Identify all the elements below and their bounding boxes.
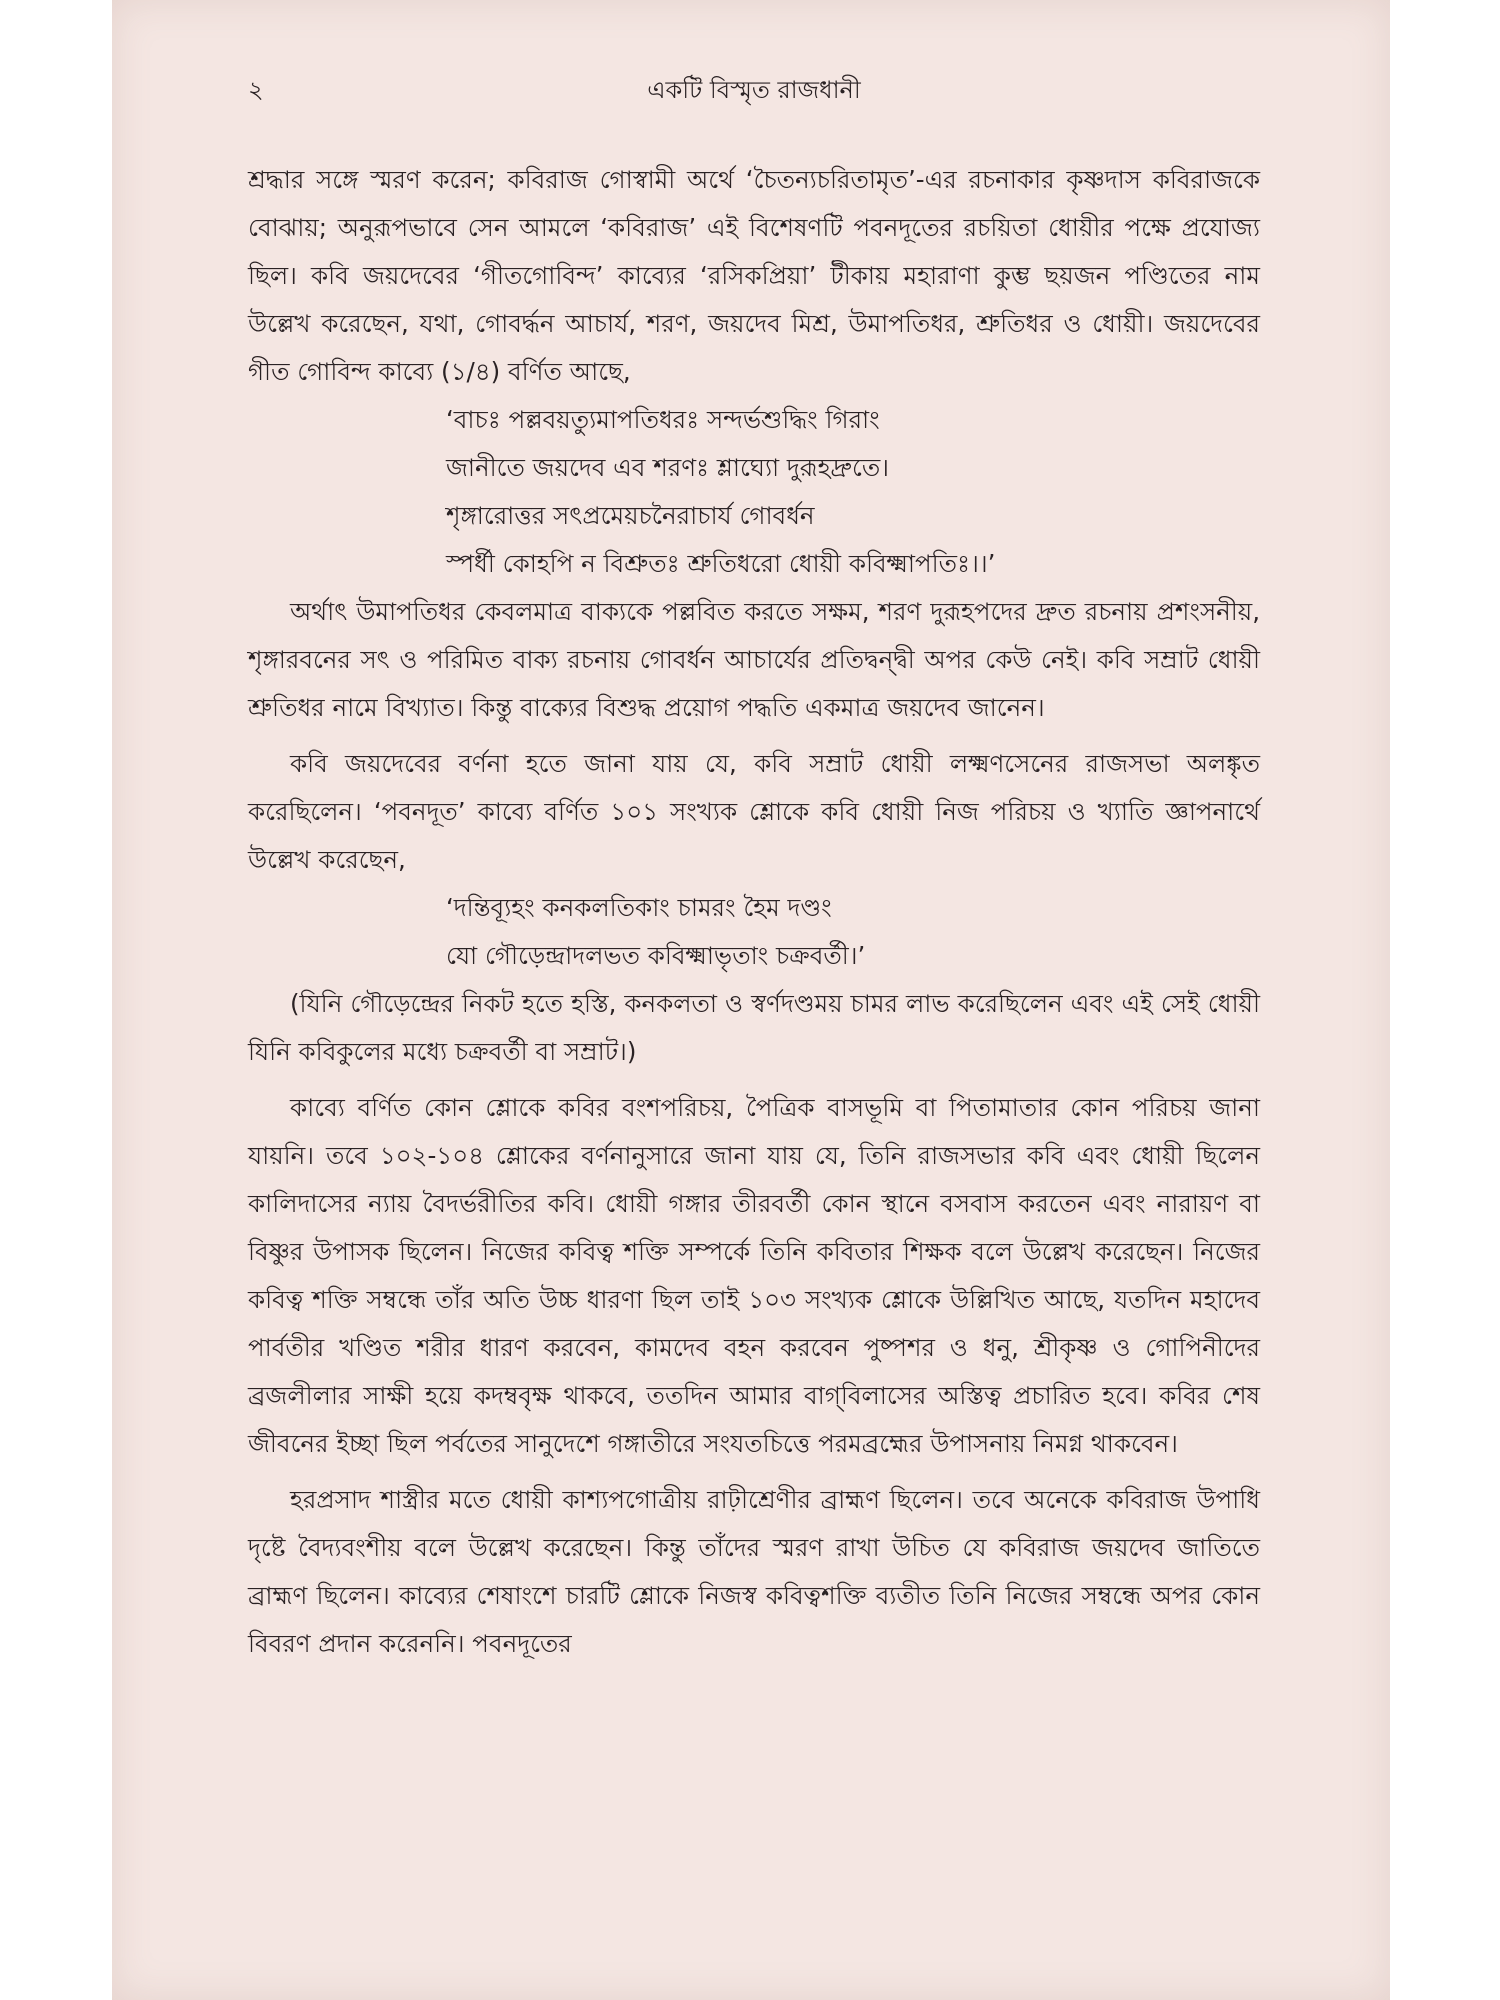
verse-block-2	[248, 884, 1260, 980]
paragraph-4: (যিনি গৌড়েন্দ্রের নিকট হতে হস্তি, কনকলতা ও স্বর্ণদণ্ডময় চামর লাভ করেছিলেন এবং এই সেই ধোয়ী যিনি কবিকুলের মধ্যে চক্রবর্তী বা সম্রাট।)	[248, 989, 1260, 1066]
page-number: ২	[248, 76, 264, 104]
verse-line: শৃঙ্গারোত্তর সৎপ্রমেয়চনৈরাচার্য গোবর্ধন	[446, 501, 815, 530]
paragraph-2: অর্থাৎ উমাপতিধর কেবলমাত্র বাক্যকে পল্লবিত করতে সক্ষম, শরণ দুরূহপদের দ্রুত রচনায় প্রশংসনীয়, শৃঙ্গারবনের সৎ ও পরিমিত বাক্য রচনায় গোবর্ধন আচার্যের প্রতিদ্বন্দ্বী অপর কেউ নেই। কবি সম্রাট ধোয়ী শ্রুতিধর নামে বিখ্যাত। কিন্তু বাক্যের বিশুদ্ধ প্রয়োগ পদ্ধতি একমাত্র জয়দেব জানেন।	[248, 597, 1260, 722]
verse-line: জানীতে জয়দেব এব শরণঃ শ্লাঘ্যো দুরূহদ্রুতে।	[446, 453, 890, 482]
verse-line: স্পর্ধী কোহপি ন বিশ্রুতঃ শ্রুতিধরো ধোয়ী কবিক্ষ্মাপতিঃ।।’	[446, 549, 996, 578]
verse-block-1	[248, 396, 1260, 588]
book-page	[112, 0, 1390, 2000]
verse-line: ‘দন্তিব্যূহং কনকলতিকাং চামরং হৈম দণ্ডং	[446, 893, 832, 922]
paragraph-1: শ্রদ্ধার সঙ্গে স্মরণ করেন; কবিরাজ গোস্বামী অর্থে ‘চৈতন্যচরিতামৃত’-এর রচনাকার কৃষ্ণদাস কবিরাজকে বোঝায়; অনুরূপভাবে সেন আমলে ‘কবিরাজ’ এই বিশেষণটি পবনদূতের রচয়িতা ধোয়ীর পক্ষে প্রযোজ্য ছিল। কবি জয়দেবের ‘গীতগোবিন্দ’ কাব্যের ‘রসিকপ্রিয়া’ টীকায় মহারাণা কুম্ভ ছয়জন পণ্ডিতের নাম উল্লেখ করেছেন, যথা, গোবর্দ্ধন আচার্য, শরণ, জয়দেব মিশ্র, উমাপতিধর, শ্রুতিধর ও ধোয়ী। জয়দেবের গীত গোবিন্দ কাব্যে (১/৪) বর্ণিত আছে,	[248, 165, 1260, 386]
paragraph-6: হরপ্রসাদ শাস্ত্রীর মতে ধোয়ী কাশ্যপগোত্রীয় রাঢ়ীশ্রেণীর ব্রাহ্মণ ছিলেন। তবে অনেকে কবিরাজ উপাধি দৃষ্টে বৈদ্যবংশীয় বলে উল্লেখ করেছেন। কিন্তু তাঁদের স্মরণ রাখা উচিত যে কবিরাজ জয়দেব জাতিতে ব্রাহ্মণ ছিলেন। কাব্যের শেষাংশে চারটি শ্লোকে নিজস্ব কবিত্বশক্তি ব্যতীত তিনি নিজের সম্বন্ধে অপর কোন বিবরণ প্রদান করেননি। পবনদূতের	[248, 1485, 1260, 1658]
paragraph-5: কাব্যে বর্ণিত কোন শ্লোকে কবির বংশপরিচয়, পৈত্রিক বাসভূমি বা পিতামাতার কোন পরিচয় জানা যায়নি। তবে ১০২-১০৪ শ্লোকের বর্ণনানুসারে জানা যায় যে, তিনি রাজসভার কবি এবং ধোয়ী ছিলেন কালিদাসের ন্যায় বৈদর্ভরীতির কবি। ধোয়ী গঙ্গার তীরবর্তী কোন স্থানে বসবাস করতেন এবং নারায়ণ বা বিষ্ণুর উপাসক ছিলেন। নিজের কবিত্ব শক্তি সম্পর্কে তিনি কবিতার শিক্ষক বলে উল্লেখ করেছেন। নিজের কবিত্ব শক্তি সম্বন্ধে তাঁর অতি উচ্চ ধারণা ছিল তাই ১০৩ সংখ্যক শ্লোকে উল্লিখিত আছে, যতদিন মহাদেব পার্বতীর খণ্ডিত শরীর ধারণ করবেন, কামদেব বহন করবেন পুষ্পশর ও ধনু, শ্রীকৃষ্ণ ও গোপিনীদের ব্রজলীলার সাক্ষী হয়ে কদম্ববৃক্ষ থাকবে, ততদিন আমার বাগ্‌বিলাসের অস্তিত্ব প্রচারিত হবে। কবির শেষ জীবনের ইচ্ছা ছিল পর্বতের সানুদেশে গঙ্গাতীরে সংযতচিত্তে পরমব্রহ্মের উপাসনায় নিমগ্ন থাকবেন।	[248, 1093, 1260, 1458]
verse-line: যো গৌড়েন্দ্রাদলভত কবিক্ষ্মাভৃতাং চক্রবর্তী।’	[446, 941, 866, 970]
paragraph-3: কবি জয়দেবের বর্ণনা হতে জানা যায় যে, কবি সম্রাট ধোয়ী লক্ষ্মণসেনের রাজসভা অলঙ্কৃত করেছিলেন। ‘পবনদূত’ কাব্যে বর্ণিত ১০১ সংখ্যক শ্লোকে কবি ধোয়ী নিজ পরিচয় ও খ্যাতি জ্ঞাপনার্থে উল্লেখ করেছেন,	[248, 749, 1260, 874]
page-header	[248, 72, 1260, 112]
verse-line: ‘বাচঃ পল্লবয়ত্যুমাপতিধরঃ সন্দর্ভশুদ্ধিং গিরাং	[446, 405, 880, 434]
running-title: একটি বিস্মৃত রাজধানী	[647, 76, 861, 104]
page-body	[248, 156, 1260, 1668]
